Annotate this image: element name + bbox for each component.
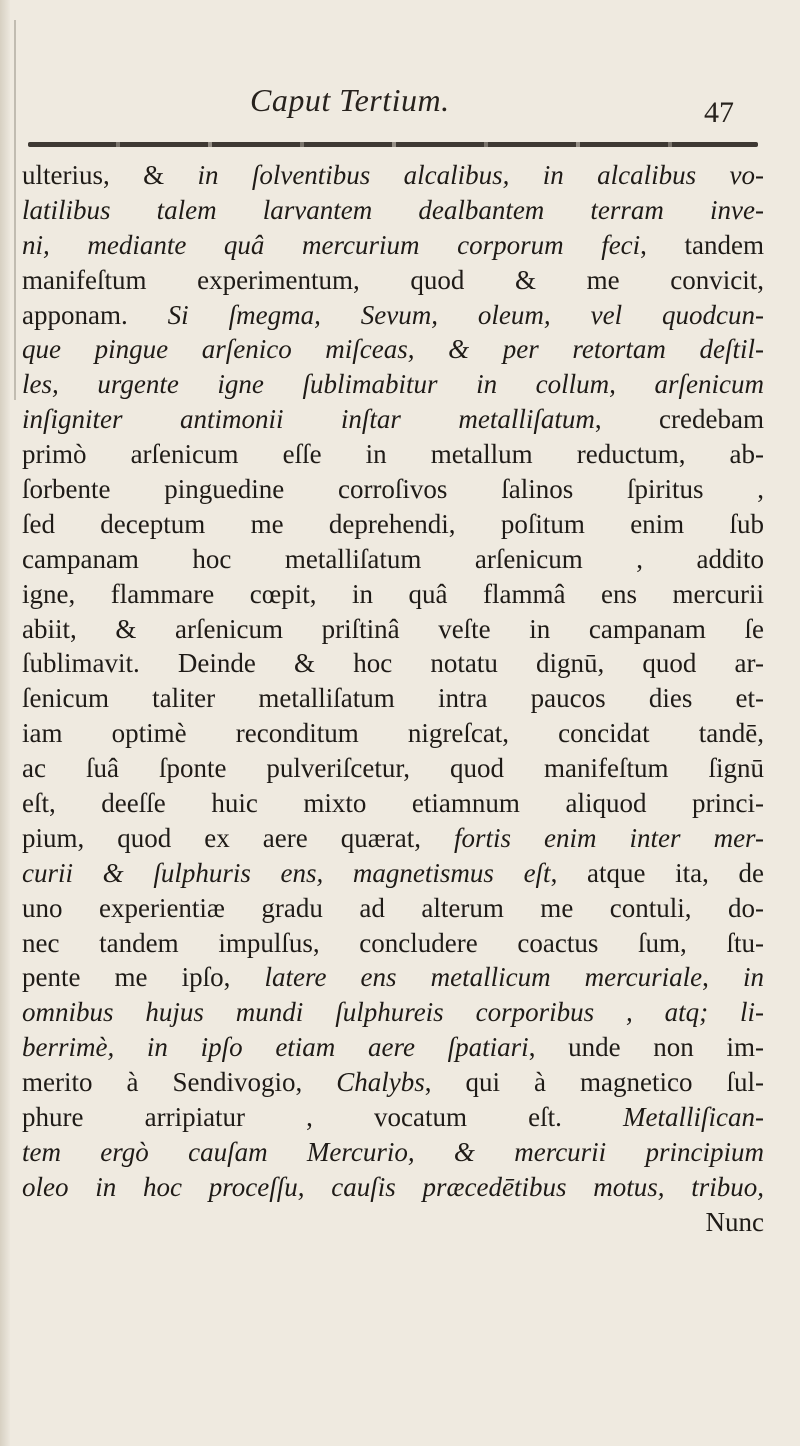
roman-run: abiit, & arſenicum priſtinâ veſte in campanam ſe	[22, 613, 764, 644]
italic-run: Metalliſican-	[623, 1102, 764, 1133]
text-line	[22, 646, 764, 681]
text-line	[22, 995, 764, 1030]
text-line	[22, 891, 764, 926]
text-line	[22, 960, 764, 995]
italic-run: latilibus talem larvantem dealbantem terram inve-	[22, 194, 764, 225]
roman-run: pium, quod ex aere quærat,	[22, 822, 455, 853]
roman-run: ſublimavit. Deinde & hoc notatu dignū, quod ar-	[22, 648, 764, 679]
italic-run: curii & ſulphuris ens, magnetismus eſt	[22, 857, 551, 888]
roman-run: ſed deceptum me deprehendi, poſitum enim ſub	[22, 508, 764, 539]
text-line	[22, 1170, 764, 1205]
text-line	[22, 1135, 764, 1170]
roman-run: uno experientiæ gradu ad alterum me contuli, do-	[22, 892, 764, 923]
roman-run: iam optimè reconditum nigreſcat, concidat tandē,	[22, 718, 764, 749]
text-line	[22, 332, 764, 367]
italic-run: oleo in hoc proceſſu, cauſis præcedētibus motus, tribuo,	[22, 1171, 764, 1202]
text-line	[22, 472, 764, 507]
text-line	[22, 926, 764, 961]
italic-run: in ſolventibus alcalibus, in alcalibus vo-	[197, 160, 764, 190]
roman-run: manifeſtum experimentum, quod & me convicit,	[22, 264, 764, 295]
text-line	[22, 786, 764, 821]
italic-run: ni, mediante quâ mercurium corporum feci	[22, 229, 641, 260]
roman-run: ſorbente pinguedine corroſivos ſalinos ſpiritus ,	[22, 474, 764, 505]
italic-run: fortis enim inter mer-	[454, 822, 764, 853]
italic-run: tem ergò cauſam Mercurio, & mercurii principium	[22, 1136, 764, 1167]
roman-run: eſt, deeſſe huic mixto etiamnum aliquod princi-	[22, 788, 764, 819]
text-line	[22, 402, 764, 437]
roman-run: , tandem	[640, 229, 764, 260]
text-line	[22, 542, 764, 577]
text-line	[22, 298, 764, 333]
roman-run: igne, flammare cœpit, in quâ flammâ ens mercurii	[22, 578, 764, 609]
text-line	[22, 856, 764, 891]
text-line	[22, 158, 764, 193]
page-edge	[0, 0, 10, 1446]
roman-run: , credebam	[594, 404, 764, 435]
roman-run: primò arſenicum eſſe in metallum reductum, ab-	[22, 439, 764, 470]
text-line	[22, 1030, 764, 1065]
text-line	[22, 821, 764, 856]
roman-run: merito à Sendivogio,	[22, 1067, 337, 1098]
roman-run: ulterius, &	[22, 160, 198, 190]
header-rule	[28, 142, 758, 147]
roman-run: ,	[702, 962, 743, 993]
italic-run: Chalybs	[336, 1067, 425, 1098]
roman-run: ac ſuâ ſponte pulveriſcetur, quod manifeſtum ſignū	[22, 753, 764, 784]
text-line	[22, 193, 764, 228]
text-line	[22, 716, 764, 751]
roman-run: campanam hoc metalliſatum arſenicum , addito	[22, 543, 764, 574]
roman-run: , unde non im-	[528, 1032, 764, 1063]
body-text	[22, 158, 764, 1240]
text-line	[22, 1100, 764, 1135]
italic-run: omnibus hujus mundi ſulphureis corporibus , atq; li-	[22, 997, 764, 1028]
roman-run: , qui à magnetico ſul-	[424, 1067, 764, 1098]
text-line	[22, 577, 764, 612]
roman-run: ſenicum taliter metalliſatum intra paucos dies et-	[22, 683, 764, 714]
roman-run: apponam.	[22, 299, 168, 330]
text-line	[22, 228, 764, 263]
text-line	[22, 507, 764, 542]
italic-run: inſigniter antimonii inſtar metalliſatum	[22, 404, 595, 435]
italic-run: latere ens metallicum mercuriale	[264, 962, 703, 993]
roman-run: pente me ipſo,	[22, 962, 265, 993]
roman-run: phure arripiatur , vocatum eſt.	[22, 1102, 624, 1133]
text-line	[22, 681, 764, 716]
roman-run: , atque ita, de	[550, 857, 764, 888]
roman-run: nec tandem impulſus, concludere coactus ſum, ſtu-	[22, 927, 764, 958]
running-head: Caput Tertium.	[250, 82, 450, 118]
italic-run: que pingue arſenico miſceas, & per retortam deſtil-	[22, 334, 764, 365]
page-number: 47	[704, 96, 734, 129]
roman-run: Nunc	[705, 1206, 764, 1237]
text-line	[22, 612, 764, 647]
text-line	[22, 437, 764, 472]
page-header	[0, 72, 800, 128]
italic-run: in	[742, 962, 764, 993]
text-line	[22, 751, 764, 786]
italic-run: berrimè, in ipſo etiam aere ſpatiari	[22, 1032, 529, 1063]
text-line	[22, 367, 764, 402]
text-line	[22, 1065, 764, 1100]
text-line	[22, 263, 764, 298]
text-line	[22, 1205, 764, 1240]
italic-run: les, urgente igne ſublimabitur in collum, arſenicum	[22, 369, 764, 400]
italic-run: Si ſmegma, Sevum, oleum, vel quodcun-	[167, 299, 764, 330]
